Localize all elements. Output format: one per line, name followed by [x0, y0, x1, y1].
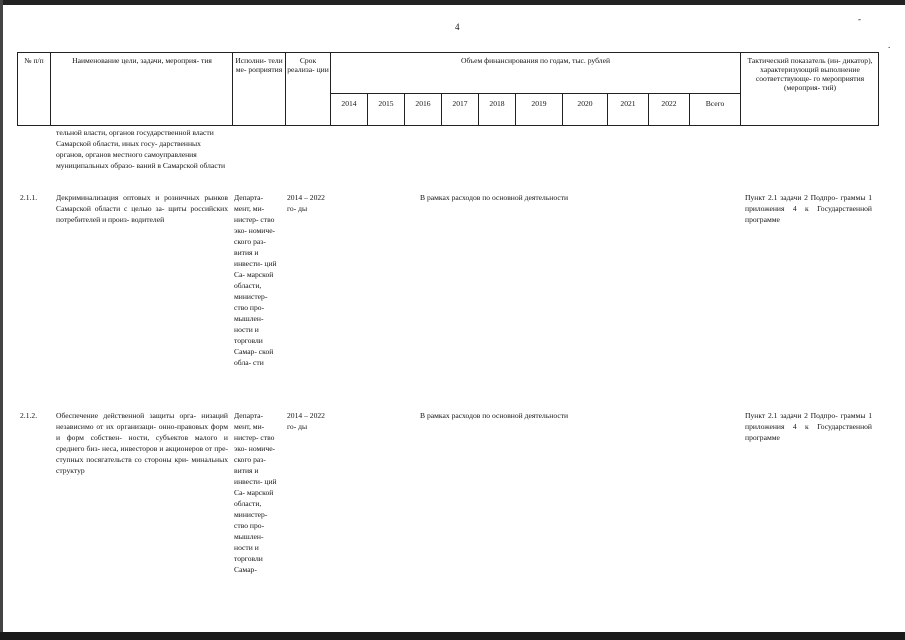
header-col-indicator: Тактический показатель (ин- дикатор), характеризующий выполнение соответствующе- го мероприятия (мероприя- тий) [747, 56, 873, 92]
col-divider [607, 93, 608, 126]
scan-mark: . [888, 40, 891, 50]
table-top-border [17, 52, 879, 53]
col-divider [478, 93, 479, 126]
col-divider [441, 93, 442, 126]
col-divider [878, 52, 879, 126]
header-year: 2022 [661, 99, 677, 108]
row-number: 2.1.1. [20, 193, 38, 202]
row-name: Обеспечение действенной защиты орга- низаций независимо от их организаци- онно-правовых форм и форм собствен- ности, субъектов малого и среднего биз- неса, инвесторов и акционеров от пре- ступных посягательств со стороны кри- минальных структур [56, 411, 228, 475]
continuation-text: тельной власти, органов государственной власти Самарской области, иных госу- дарственных органов, органов местного самоуправления муниципальных образо- ваний в Самарской области [56, 128, 226, 170]
header-year: 2021 [620, 99, 636, 108]
col-divider [515, 93, 516, 126]
col-divider [367, 93, 368, 126]
scan-edge-top [0, 0, 905, 5]
header-year: 2016 [415, 99, 431, 108]
row-number: 2.1.2. [20, 411, 38, 420]
header-col-term: Срок реализа- ции [287, 56, 329, 74]
header-total: Всего [705, 99, 725, 108]
header-year: 2014 [341, 99, 357, 108]
scan-mark: - [858, 14, 861, 24]
header-year: 2020 [577, 99, 593, 108]
row-funding: В рамках расходов по основной деятельности [420, 193, 569, 202]
header-year: 2018 [489, 99, 505, 108]
row-name: Декриминализация оптовых и розничных рынков Самарской области с целью за- щиты российских потребителей и произ- водителей [56, 193, 228, 224]
header-year: 2015 [378, 99, 394, 108]
page-number: 4 [455, 22, 460, 32]
col-divider [50, 52, 51, 126]
header-col-number: № п/п [24, 56, 44, 65]
scan-edge-left [0, 0, 3, 640]
row-indicator: Пункт 2.1 задачи 2 Подпро- граммы 1 приложения 4 к Государственной программе [745, 411, 872, 442]
col-divider [648, 93, 649, 126]
row-executor: Департа- мент, ми- нистер- ство эко- номиче- ского раз- вития и инвести- ций Са- марской области, министер- ство про- мышлен- ности и торговли Самар- [234, 411, 277, 574]
header-bottom-border [17, 125, 879, 126]
row-funding: В рамках расходов по основной деятельности [420, 411, 569, 420]
header-col-name: Наименование цели, задачи, мероприя- тия [72, 56, 212, 65]
col-divider [740, 52, 741, 126]
years-row-border [330, 93, 740, 94]
header-col-executor: Исполни- тели ме- роприятия [235, 56, 283, 74]
header-col-funding: Объем финансирования по годам, тыс. рублей [460, 56, 611, 65]
col-divider [562, 93, 563, 126]
col-divider [689, 93, 690, 126]
header-year: 2017 [452, 99, 468, 108]
header-year: 2019 [531, 99, 547, 108]
col-divider [404, 93, 405, 126]
scan-edge-bottom [0, 632, 905, 640]
row-term: 2014 – 2022 го- ды [287, 411, 325, 431]
row-term: 2014 – 2022 го- ды [287, 193, 325, 213]
row-indicator: Пункт 2.1 задачи 2 Подпро- граммы 1 приложения 4 к Государственной программе [745, 193, 872, 224]
row-executor: Департа- мент, ми- нистер- ство эко- номиче- ского раз- вития и инвести- ций Са- марской области, министер- ство про- мышлен- ности и торговли Самар- ской обла- сти [234, 193, 277, 367]
